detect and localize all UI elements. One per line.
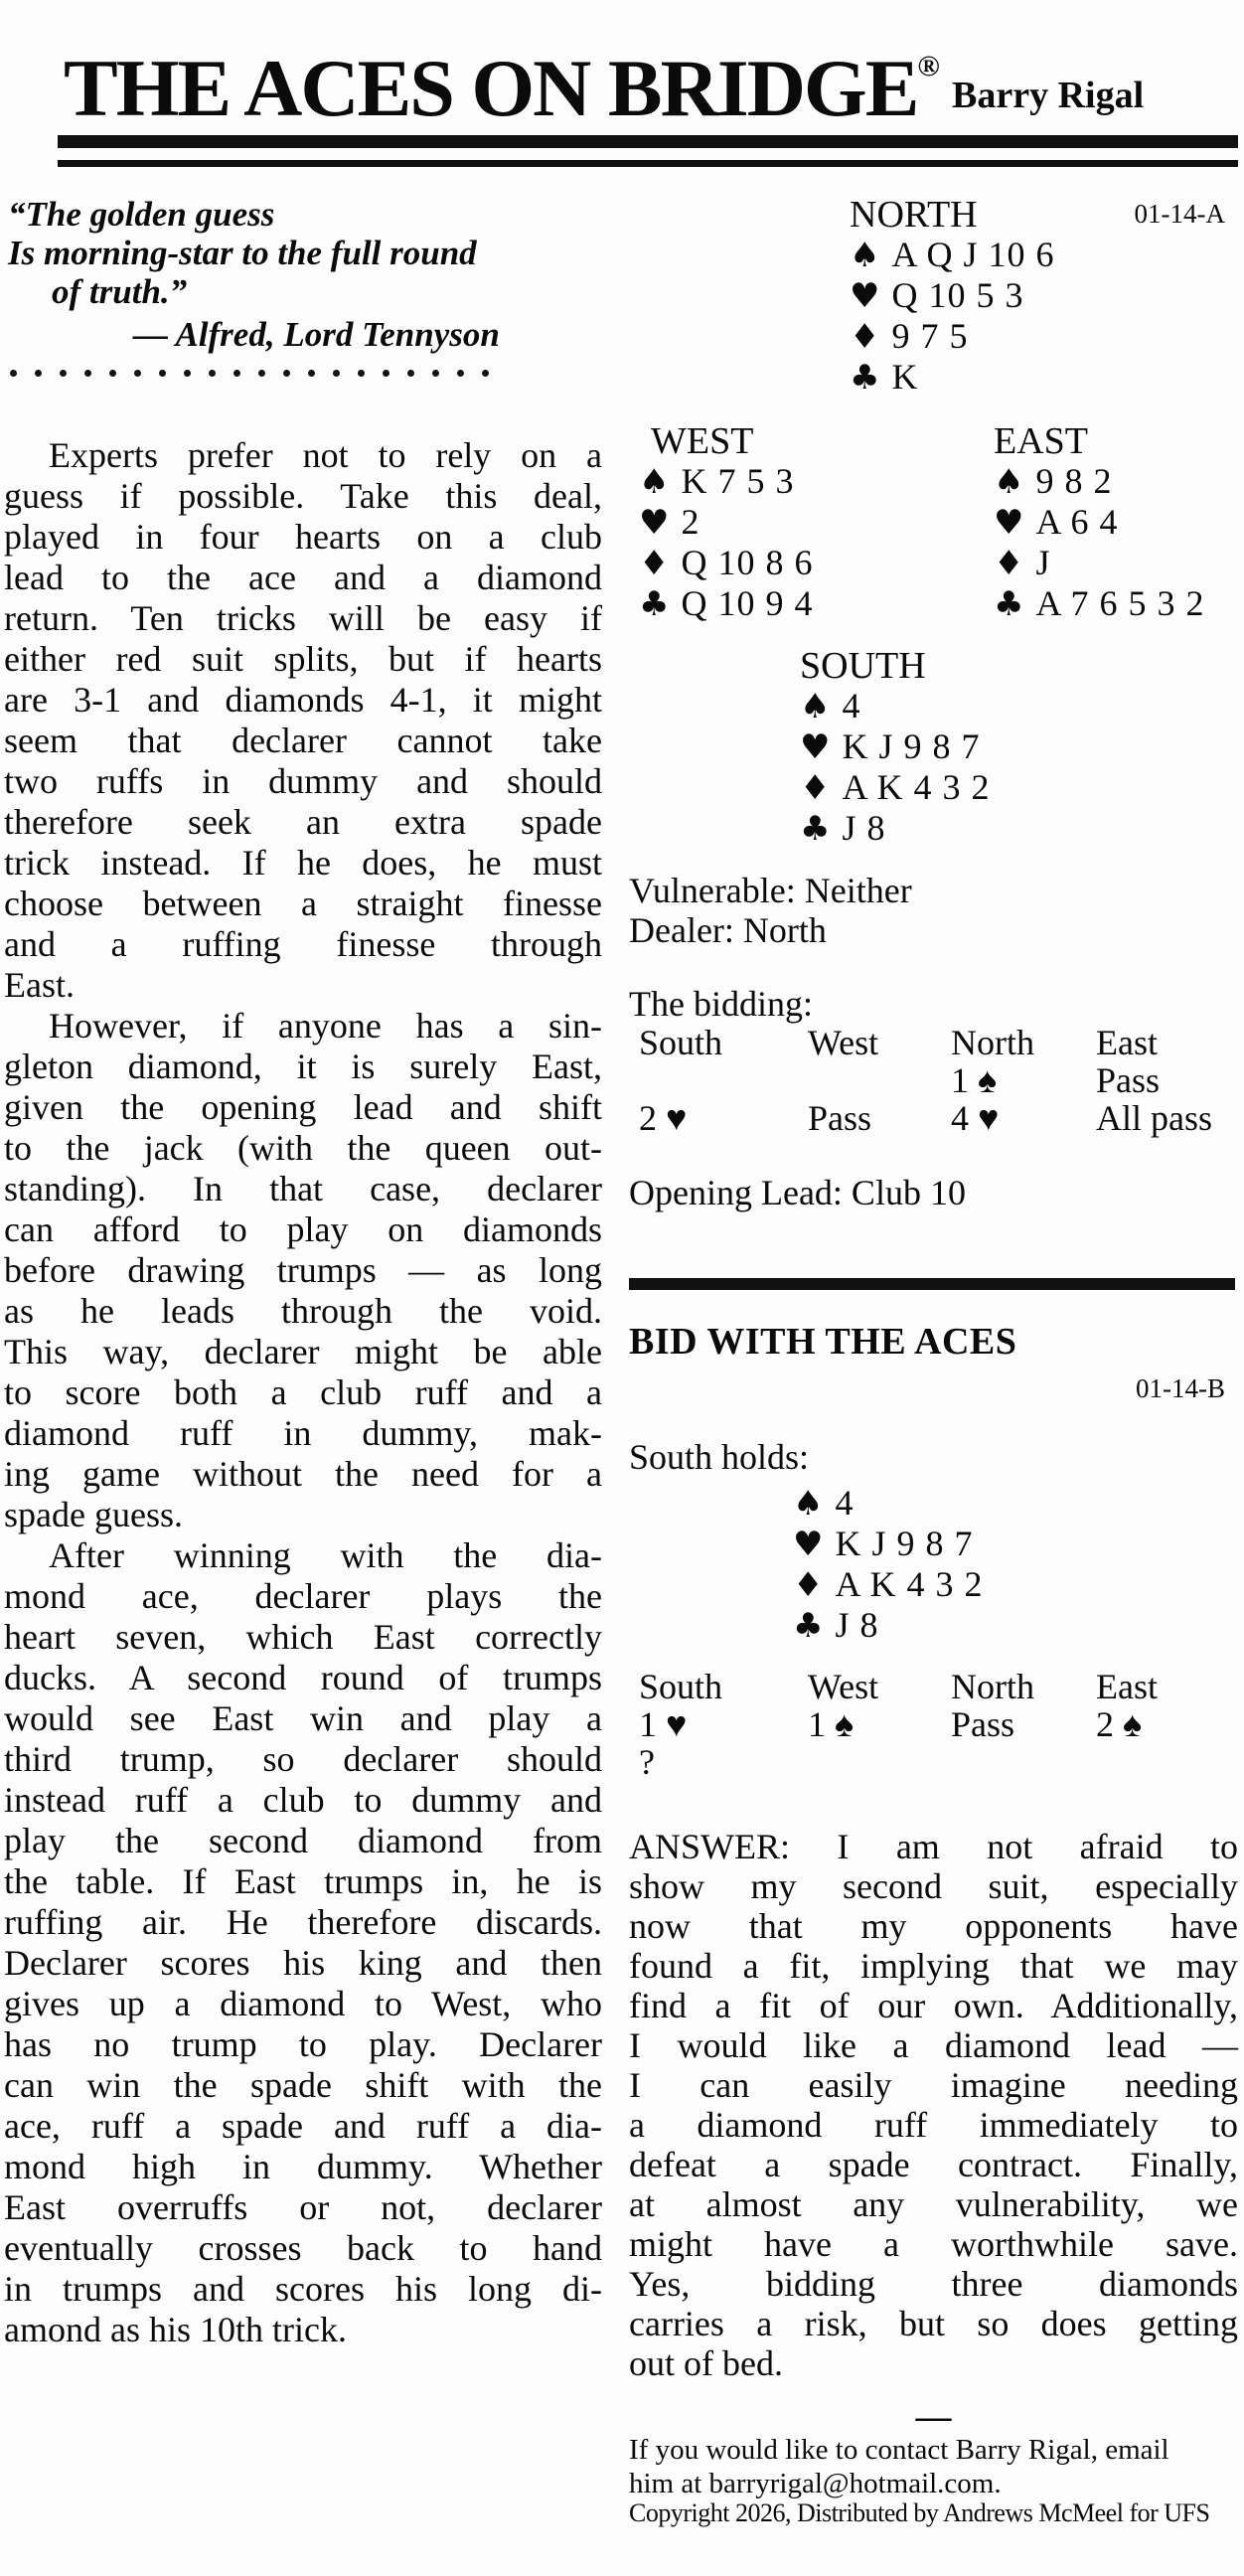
south-holds-hand <box>793 1483 984 1646</box>
article-body <box>4 435 602 2350</box>
bidding-col-east: East <box>1096 1023 1158 1062</box>
spade-icon: ♠ <box>793 1484 824 1524</box>
east-diamonds-cards: J <box>1035 543 1051 582</box>
bid-cell: 2 ♠ <box>1096 1704 1143 1744</box>
contact-line: If you would like to contact Barry Rigal, email <box>629 2434 1169 2466</box>
bid-cell: 4 ♥ <box>951 1098 1000 1138</box>
south-hand <box>800 646 991 849</box>
club-icon: ♣ <box>639 584 670 624</box>
dot <box>109 370 116 377</box>
bidding-col-south: South <box>639 1667 723 1706</box>
east-hand <box>994 421 1205 624</box>
bidding-col-west: West <box>808 1023 879 1062</box>
text-line: standing). In that case, declarer <box>4 1169 602 1208</box>
heart-icon: ♥ <box>639 503 670 543</box>
text-line: This way, declarer might be able <box>4 1332 602 1371</box>
bid-cell: 1 ♠ <box>951 1060 998 1100</box>
holds-spades-line <box>793 1483 984 1524</box>
quote-line: Is morning-star to the full round <box>8 234 477 272</box>
registered-trademark-icon: ® <box>917 50 940 82</box>
quote-line: “The golden guess <box>8 195 275 234</box>
copyright-line: Copyright 2026, Distributed by Andrews McMeel for UFS <box>629 2498 1210 2527</box>
west-label: WEST <box>651 420 754 462</box>
quote-line: of truth.” <box>52 272 188 311</box>
bidding-col-south: South <box>639 1023 723 1062</box>
epigraph-quote <box>8 195 500 354</box>
text-line: carries a risk, but so does getting <box>629 2304 1238 2343</box>
bidding-col-north: North <box>951 1667 1034 1706</box>
west-clubs-cards: Q 10 9 4 <box>681 583 814 623</box>
text-line: out of bed. <box>629 2343 783 2383</box>
north-spades-cards: A Q J 10 6 <box>891 235 1055 274</box>
text-line: as he leads through the void. <box>4 1291 602 1331</box>
bid-cell <box>808 1061 951 1099</box>
holds-hearts-cards: K J 9 8 7 <box>835 1524 974 1563</box>
text-line: return. Ten tricks will be easy if <box>4 598 602 638</box>
bid-with-aces-table <box>639 1668 1244 1781</box>
south-spades-cards: 4 <box>842 686 861 725</box>
west-hearts-cards: 2 <box>681 502 700 542</box>
holds-spades-cards: 4 <box>835 1483 855 1523</box>
bidding-col-north: North <box>951 1023 1034 1062</box>
text-line: ace, ruff a spade and ruff a dia- <box>4 2106 602 2146</box>
author-byline: Barry Rigal <box>952 75 1145 116</box>
text-line: East. <box>4 965 75 1005</box>
text-line: choose between a straight finesse <box>4 884 602 923</box>
dot <box>134 370 141 377</box>
text-line: the table. If East trumps in, he is <box>4 1861 602 1901</box>
north-hand <box>850 195 1055 398</box>
text-line: might have a worthwhile save. <box>629 2224 1238 2264</box>
dot <box>283 370 290 377</box>
text-line: therefore seek an extra spade <box>4 802 602 842</box>
text-line: given the opening lead and shift <box>4 1087 602 1127</box>
text-line: and a ruffing finesse through <box>4 924 602 964</box>
bidding-title: The bidding: <box>629 984 813 1024</box>
north-hearts-line <box>850 275 1055 316</box>
south-diamonds-cards: A K 4 3 2 <box>842 767 991 807</box>
section-divider-rule <box>629 1278 1235 1290</box>
dot <box>233 370 240 377</box>
text-line: before drawing trumps — as long <box>4 1250 602 1290</box>
text-line: ducks. A second round of trumps <box>4 1658 602 1697</box>
deal-tag-a: 01-14-A <box>1134 199 1225 229</box>
dot <box>10 370 17 377</box>
dot <box>358 370 365 377</box>
west-clubs-line <box>639 583 813 624</box>
answer-body <box>629 1827 1238 2383</box>
dot <box>407 370 414 377</box>
heart-icon: ♥ <box>800 727 831 767</box>
east-clubs-cards: A 7 6 5 3 2 <box>1035 583 1205 623</box>
north-diamonds-line <box>850 316 1055 357</box>
holds-diamonds-line <box>793 1564 984 1605</box>
text-line: Declarer scores his king and then <box>4 1943 602 1983</box>
text-line: ruffing air. He therefore discards. <box>4 1902 602 1942</box>
dot <box>35 370 42 377</box>
text-line: two ruffs in dummy and should <box>4 761 602 801</box>
text-line: play the second diamond from <box>4 1821 602 1860</box>
text-line: I would like a diamond lead — <box>629 2025 1238 2065</box>
west-diamonds-cards: Q 10 8 6 <box>681 543 814 582</box>
club-icon: ♣ <box>800 809 831 849</box>
north-clubs-cards: K <box>891 357 919 397</box>
contact-info <box>629 2433 1169 2500</box>
text-line: instead ruff a club to dummy and <box>4 1780 602 1820</box>
north-clubs-line <box>850 357 1055 398</box>
text-line: diamond ruff in dummy, mak- <box>4 1413 602 1453</box>
text-line: has no trump to play. Declarer <box>4 2024 602 2064</box>
north-spades-line <box>850 235 1055 275</box>
club-icon: ♣ <box>793 1606 824 1646</box>
diamond-icon: ♦ <box>994 544 1024 583</box>
text-line: seem that declarer cannot take <box>4 721 602 760</box>
text-line: gleton diamond, it is surely East, <box>4 1046 602 1086</box>
text-line: ing game without the need for a <box>4 1454 602 1494</box>
club-icon: ♣ <box>994 584 1024 624</box>
dot <box>308 370 315 377</box>
spade-icon: ♠ <box>639 462 670 502</box>
bid-cell: 1 ♠ <box>808 1704 855 1744</box>
heart-icon: ♥ <box>994 503 1024 543</box>
bid-with-aces-heading: BID WITH THE ACES <box>629 1321 1017 1363</box>
text-line: However, if anyone has a sin- <box>49 1006 602 1046</box>
south-clubs-line <box>800 808 991 849</box>
diamond-icon: ♦ <box>793 1565 824 1605</box>
text-line: ANSWER: I am not afraid to <box>629 1827 1238 1866</box>
text-line: guess if possible. Take this deal, <box>4 476 602 516</box>
text-line: mond ace, declarer plays the <box>4 1576 602 1616</box>
holds-hearts-line <box>793 1524 984 1564</box>
bid-cell <box>639 1061 808 1099</box>
text-line: defeat a spade contract. Finally, <box>629 2145 1238 2184</box>
vulnerable-line: Vulnerable: Neither <box>629 871 912 910</box>
east-diamonds-line <box>994 543 1205 583</box>
bid-cell: ? <box>639 1742 655 1782</box>
south-hearts-line <box>800 726 991 767</box>
text-line: lead to the ace and a diamond <box>4 558 602 597</box>
holds-clubs-line <box>793 1605 984 1646</box>
dot <box>84 370 91 377</box>
south-label: SOUTH <box>800 645 926 687</box>
holds-clubs-cards: J 8 <box>835 1605 879 1645</box>
bid-cell <box>951 1743 1096 1781</box>
text-line: amond as his 10th trick. <box>4 2310 347 2349</box>
east-spades-cards: 9 8 2 <box>1035 461 1113 501</box>
club-icon: ♣ <box>850 358 880 398</box>
text-line: to the jack (with the queen out- <box>4 1128 602 1168</box>
quote-attribution: — Alfred, Lord Tennyson <box>133 315 500 354</box>
east-hearts-line <box>994 502 1205 543</box>
dot <box>60 370 67 377</box>
spade-icon: ♠ <box>800 687 831 726</box>
bid-cell: Pass <box>808 1098 872 1138</box>
holds-diamonds-cards: A K 4 3 2 <box>835 1564 984 1604</box>
east-clubs-line <box>994 583 1205 624</box>
diamond-icon: ♦ <box>639 544 670 583</box>
text-line: a diamond ruff immediately to <box>629 2105 1238 2145</box>
text-line: in trumps and scores his long di- <box>4 2269 602 2309</box>
dot <box>457 370 464 377</box>
text-line: can win the spade shift with the <box>4 2065 602 2105</box>
contact-line: him at barryrigal@hotmail.com. <box>629 2468 1002 2499</box>
spade-icon: ♠ <box>850 236 880 275</box>
west-diamonds-line <box>639 543 813 583</box>
text-line: are 3-1 and diamonds 4-1, it might <box>4 680 602 720</box>
west-hearts-line <box>639 502 813 543</box>
text-line: find a fit of our own. Additionally, <box>629 1986 1238 2025</box>
text-line: at almost any vulnerability, we <box>629 2184 1238 2224</box>
bidding-col-west: West <box>808 1667 879 1706</box>
south-holds-label: South holds: <box>629 1437 810 1477</box>
masthead-title-text: THE ACES ON BRIDGE <box>64 43 918 133</box>
west-spades-line <box>639 461 813 502</box>
deal-tag-b: 01-14-B <box>1136 1373 1225 1403</box>
east-spades-line <box>994 461 1205 502</box>
bid-cell: 2 ♥ <box>639 1098 688 1138</box>
text-line: gives up a diamond to West, who <box>4 1984 602 2023</box>
south-hearts-cards: K J 9 8 7 <box>842 726 981 766</box>
heart-icon: ♥ <box>850 276 880 316</box>
text-line: After winning with the dia- <box>49 1535 602 1575</box>
text-line: would see East win and play a <box>4 1698 602 1738</box>
text-line: Yes, bidding three diamonds <box>629 2264 1238 2304</box>
dealer-line: Dealer: North <box>629 910 827 950</box>
text-line: eventually crosses back to hand <box>4 2228 602 2268</box>
east-hearts-cards: A 6 4 <box>1035 502 1119 542</box>
dot <box>184 370 191 377</box>
text-line: show my second suit, especially <box>629 1866 1238 1906</box>
text-line: Experts prefer not to rely on a <box>49 435 602 475</box>
text-line: third trump, so declarer should <box>4 1739 602 1779</box>
bid-cell: 1 ♥ <box>639 1704 688 1744</box>
west-spades-cards: K 7 5 3 <box>681 461 795 501</box>
text-line: heart seven, which East correctly <box>4 1617 602 1657</box>
bid-cell: Pass <box>951 1704 1015 1744</box>
bid-cell <box>808 1743 951 1781</box>
dot <box>482 370 489 377</box>
south-spades-line <box>800 686 991 726</box>
masthead-rule-thick <box>58 135 1238 148</box>
diamond-icon: ♦ <box>800 768 831 808</box>
text-line: spade guess. <box>4 1495 183 1534</box>
text-line: to score both a club ruff and a <box>4 1372 602 1412</box>
opening-lead: Opening Lead: Club 10 <box>629 1173 966 1212</box>
bid-cell <box>1096 1743 1241 1781</box>
heart-icon: ♥ <box>793 1525 824 1564</box>
west-hand <box>639 421 813 624</box>
dot <box>258 370 265 377</box>
text-line: can afford to play on diamonds <box>4 1209 602 1249</box>
dot <box>383 370 389 377</box>
bidding-table <box>639 1024 1244 1137</box>
dot <box>432 370 439 377</box>
south-clubs-cards: J 8 <box>842 808 886 848</box>
spade-icon: ♠ <box>994 462 1024 502</box>
bid-cell: Pass <box>1096 1060 1161 1100</box>
text-line: trick instead. If he does, he must <box>4 843 602 883</box>
east-label: EAST <box>994 420 1088 462</box>
masthead-rule-thin <box>58 160 1238 167</box>
text-line: mond high in dummy. Whether <box>4 2147 602 2186</box>
bid-cell: All pass <box>1096 1098 1212 1138</box>
text-line: found a fit, implying that we may <box>629 1946 1238 1986</box>
north-diamonds-cards: 9 7 5 <box>891 316 969 356</box>
south-diamonds-line <box>800 767 991 808</box>
text-line: played in four hearts on a club <box>4 517 602 557</box>
bidding-col-east: East <box>1096 1667 1158 1706</box>
north-label: NORTH <box>850 194 978 236</box>
diamond-icon: ♦ <box>850 317 880 357</box>
north-hearts-cards: Q 10 5 3 <box>891 275 1024 315</box>
text-line: East overruffs or not, declarer <box>4 2187 602 2227</box>
dot <box>159 370 166 377</box>
text-line: either red suit splits, but if hearts <box>4 639 602 679</box>
text-line: now that my opponents have <box>629 1906 1238 1946</box>
dotted-separator <box>10 370 489 377</box>
footer-divider: — <box>915 2396 952 2436</box>
dot <box>333 370 340 377</box>
text-line: I can easily imagine needing <box>629 2065 1238 2105</box>
dot <box>209 370 216 377</box>
page-title <box>64 43 940 133</box>
